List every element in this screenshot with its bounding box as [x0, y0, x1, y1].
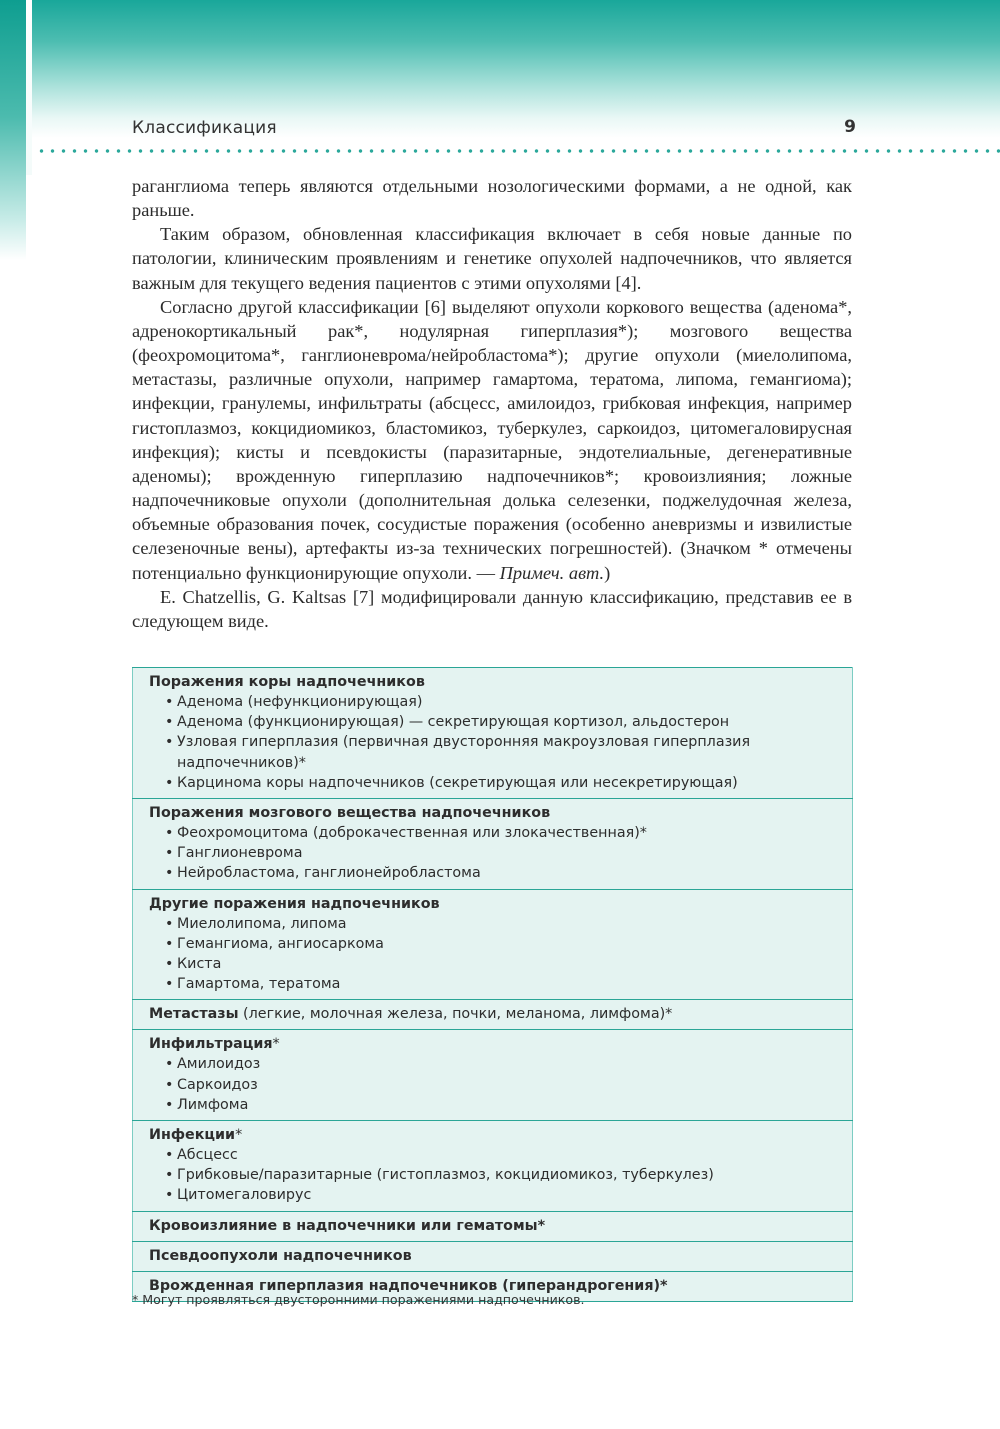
- item-list: [149, 914, 836, 995]
- section-title: [149, 1004, 836, 1024]
- list-item: • Нейробластома, ганглионейробластома: [165, 863, 836, 883]
- section-title: Кровоизлияние в надпочечники или гематомы*: [149, 1217, 546, 1234]
- section-title-text: Инфекции: [149, 1127, 236, 1144]
- left-bar-edge: [26, 0, 32, 175]
- list-item: • Аденома (функционирующая) — секретирующая кортизол, альдостерон: [165, 712, 836, 732]
- list-item: • Узловая гиперплазия (первичная двусторонняя макроузловая гиперплазия надпочечников)*: [165, 732, 836, 772]
- paragraph-classification: [132, 295, 852, 585]
- section-asterisk: *: [235, 1127, 243, 1144]
- item-list: [149, 692, 836, 793]
- section-cortex: [133, 668, 853, 799]
- list-item: • Карцинома коры надпочечников (секретирующая или несекретирующая): [165, 773, 836, 793]
- section-title-text: Инфильтрация: [149, 1036, 273, 1053]
- left-color-bar: [0, 0, 26, 260]
- section-title: Поражения коры надпочечников: [149, 674, 425, 690]
- list-item: • Киста: [165, 954, 836, 974]
- paragraph-modification: [132, 585, 852, 633]
- list-item: • Саркоидоз: [165, 1075, 836, 1095]
- table-row: [133, 668, 853, 799]
- section-title: [149, 1125, 836, 1145]
- table-row: [133, 1211, 853, 1241]
- section-infiltration: [133, 1030, 853, 1121]
- section-hemorrhage: [133, 1211, 853, 1241]
- section-title: Врожденная гиперплазия надпочечников (гиперандрогения)*: [149, 1277, 668, 1294]
- table-row: [133, 889, 853, 1000]
- author-note: Примеч. авт.: [499, 562, 605, 583]
- item-list: [149, 823, 836, 884]
- table-row: [133, 799, 853, 890]
- section-metastases: [133, 1000, 853, 1030]
- page-number: 9: [844, 117, 856, 137]
- paragraph-continuation: [132, 174, 852, 222]
- paragraph-3-text: Согласно другой классификации [6] выделяют опухоли коркового вещества (аденома*, адренокортикальный рак*, нодулярная гиперплазия*); мозгового вещества (феохромоцитома*, ганглионеврома/нейробластома*); другие опухоли (миелолипома, метастазы, различные опухоли, например гамартома, тератома, липома, гемангиома); инфекции, гранулемы, инфильтраты (абсцесс, амилоидоз, грибковая инфекция, например гистоплазмоз, кокцидиомикоз, бластомикоз, туберкулез, саркоидоз, цитомегаловирусная инфекция); кисты и псевдокисты (паразитарные, эндотелиальные, дегенеративные аденомы); врожденную гиперплазию надпочечников*; кровоизлияния; ложные надпочечниковые опухоли (дополнительная долька селезенки, поджелудочная железа, объемные образования почек, сосудистые поражения (особенно аневризмы и извилистые селезеночные вены), артефакты из-за технических погрешностей). (Значком * отмечены потенциально функционирующие опухоли. —: [132, 296, 852, 583]
- list-item: • Абсцесс: [165, 1145, 836, 1165]
- running-title: Классификация: [132, 118, 277, 138]
- paragraph-2-text: Таким образом, обновленная классификация включает в себя новые данные по патологии, клиническим проявлениям и генетике опухолей надпочечников, что является важным для текущего ведения пациентов с этими опухолями [4].: [132, 224, 852, 293]
- table-row: [133, 1000, 853, 1030]
- section-other: [133, 889, 853, 1000]
- list-item: • Аденома (нефункционирующая): [165, 692, 836, 712]
- item-list: [149, 1145, 836, 1206]
- table-row: [133, 1241, 853, 1271]
- section-note: (легкие, молочная железа, почки, меланома, лимфома)*: [238, 1006, 673, 1023]
- item-list: [149, 1054, 836, 1115]
- paragraph-4-text: E. Chatzellis, G. Kaltsas [7] модифицировали данную классификацию, представив ее в следующем виде.: [132, 586, 852, 631]
- table-row: [133, 1030, 853, 1121]
- paragraph-summary: [132, 222, 852, 294]
- classification-table: [132, 667, 853, 1302]
- section-title: Поражения мозгового вещества надпочечников: [149, 805, 551, 822]
- paragraph-3-end: ): [604, 562, 611, 583]
- list-item: • Цитомегаловирус: [165, 1185, 836, 1205]
- list-item: • Феохромоцитома (доброкачественная или злокачественная)*: [165, 823, 836, 843]
- list-item: • Миелолипома, липома: [165, 914, 836, 934]
- section-medulla: [133, 799, 853, 890]
- table-footnote: * Могут проявляться двусторонними поражениями надпочечников.: [132, 1292, 585, 1307]
- list-item: • Гамартома, тератома: [165, 974, 836, 994]
- list-item: • Ганглионеврома: [165, 843, 836, 863]
- section-title: [149, 1034, 836, 1054]
- section-infections: [133, 1121, 853, 1212]
- section-title-text: Метастазы: [149, 1006, 239, 1023]
- section-title: Псевдоопухоли надпочечников: [149, 1247, 412, 1264]
- body-text: [132, 174, 852, 633]
- table-row: [133, 1121, 853, 1212]
- paragraph-1-text: раганглиома теперь являются отдельными нозологическими формами, а не одной, как раньше.: [132, 176, 852, 221]
- dotted-divider: [36, 149, 1000, 153]
- list-item: • Амилоидоз: [165, 1054, 836, 1074]
- list-item: • Гемангиома, ангиосаркома: [165, 934, 836, 954]
- section-asterisk: *: [272, 1036, 280, 1053]
- list-item: • Лимфома: [165, 1095, 836, 1115]
- list-item: • Грибковые/паразитарные (гистоплазмоз, кокцидиомикоз, туберкулез): [165, 1165, 836, 1185]
- section-title: Другие поражения надпочечников: [149, 895, 440, 912]
- section-pseudotumors: [133, 1241, 853, 1271]
